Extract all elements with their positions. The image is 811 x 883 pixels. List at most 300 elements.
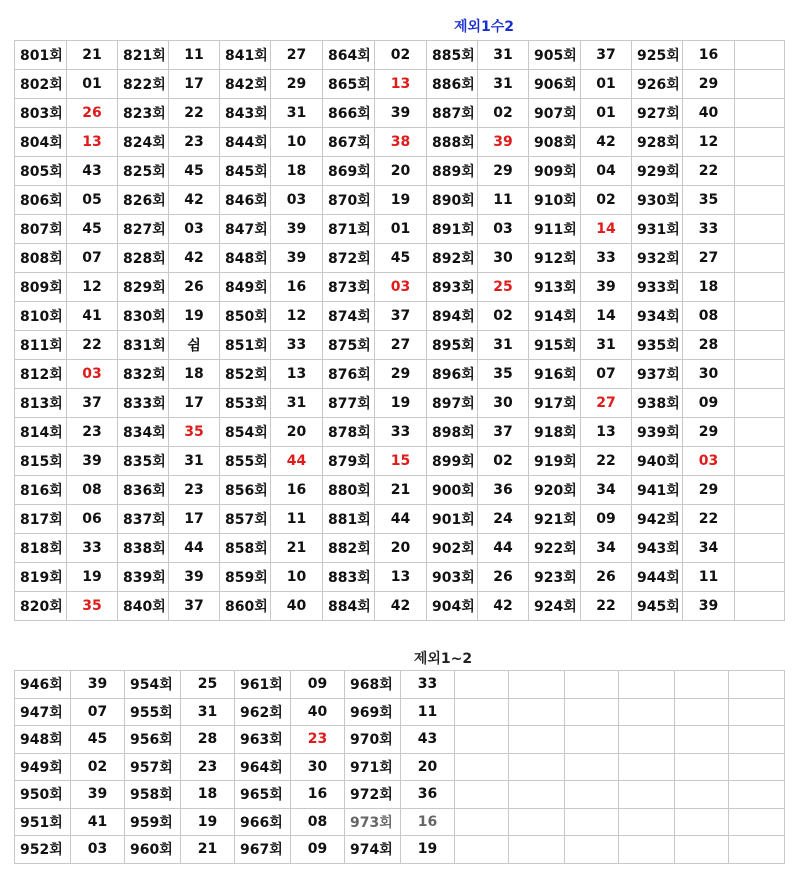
number-cell: 14 — [581, 302, 632, 331]
number-cell: 06 — [67, 505, 118, 534]
number-cell: 23 — [181, 753, 235, 781]
number-cell: 15 — [375, 447, 427, 476]
round-cell: 840회 — [118, 592, 169, 621]
round-cell: 928회 — [632, 128, 683, 157]
number-cell: 25 — [181, 671, 235, 699]
number-cell: 29 — [683, 70, 735, 99]
round-cell: 917회 — [529, 389, 581, 418]
round-cell: 844회 — [220, 128, 271, 157]
round-cell: 933회 — [632, 273, 683, 302]
number-cell: 19 — [67, 563, 118, 592]
number-cell: 21 — [67, 41, 118, 70]
number-cell: 31 — [271, 99, 323, 128]
number-cell: 29 — [683, 476, 735, 505]
number-cell: 39 — [375, 99, 427, 128]
number-cell: 11 — [271, 505, 323, 534]
table-row — [15, 671, 785, 699]
round-cell: 914회 — [529, 302, 581, 331]
round-cell: 858회 — [220, 534, 271, 563]
number-cell: 44 — [169, 534, 220, 563]
number-cell: 29 — [271, 70, 323, 99]
empty-cell — [675, 726, 729, 754]
round-cell: 890회 — [427, 186, 478, 215]
round-cell: 899회 — [427, 447, 478, 476]
round-cell: 971회 — [345, 753, 401, 781]
empty-cell — [509, 808, 565, 836]
round-cell: 910회 — [529, 186, 581, 215]
round-cell: 821회 — [118, 41, 169, 70]
number-cell: 43 — [67, 157, 118, 186]
empty-cell — [735, 505, 785, 534]
round-cell: 837회 — [118, 505, 169, 534]
round-cell: 896회 — [427, 360, 478, 389]
number-cell: 24 — [478, 505, 529, 534]
round-cell: 901회 — [427, 505, 478, 534]
empty-cell — [455, 671, 509, 699]
round-cell: 951회 — [15, 808, 71, 836]
number-cell: 12 — [67, 273, 118, 302]
table-row — [15, 592, 785, 621]
number-cell: 39 — [71, 671, 125, 699]
round-cell: 895회 — [427, 331, 478, 360]
table-row — [15, 215, 785, 244]
empty-cell — [509, 726, 565, 754]
table-row — [15, 70, 785, 99]
round-cell: 820회 — [15, 592, 67, 621]
round-cell: 922회 — [529, 534, 581, 563]
round-cell: 859회 — [220, 563, 271, 592]
round-cell: 826회 — [118, 186, 169, 215]
round-cell: 876회 — [323, 360, 375, 389]
number-cell: 30 — [478, 389, 529, 418]
empty-cell — [735, 476, 785, 505]
number-cell: 23 — [169, 476, 220, 505]
round-cell: 806회 — [15, 186, 67, 215]
number-cell: 03 — [67, 360, 118, 389]
number-cell: 20 — [271, 418, 323, 447]
round-cell: 941회 — [632, 476, 683, 505]
number-cell: 02 — [478, 302, 529, 331]
round-cell: 918회 — [529, 418, 581, 447]
round-cell: 873회 — [323, 273, 375, 302]
round-cell: 864회 — [323, 41, 375, 70]
round-cell: 838회 — [118, 534, 169, 563]
round-cell: 832회 — [118, 360, 169, 389]
number-cell: 33 — [375, 418, 427, 447]
empty-cell — [735, 41, 785, 70]
round-cell: 940회 — [632, 447, 683, 476]
round-cell: 843회 — [220, 99, 271, 128]
round-cell: 946회 — [15, 671, 71, 699]
table-row — [15, 808, 785, 836]
number-cell: 09 — [291, 671, 345, 699]
round-cell: 819회 — [15, 563, 67, 592]
round-cell: 904회 — [427, 592, 478, 621]
number-cell: 23 — [67, 418, 118, 447]
round-cell: 879회 — [323, 447, 375, 476]
empty-cell — [675, 671, 729, 699]
number-cell: 23 — [169, 128, 220, 157]
table-row — [15, 505, 785, 534]
empty-cell — [675, 753, 729, 781]
empty-cell — [619, 836, 675, 864]
round-cell: 807회 — [15, 215, 67, 244]
empty-cell — [735, 331, 785, 360]
round-cell: 931회 — [632, 215, 683, 244]
number-cell: 22 — [169, 99, 220, 128]
number-cell: 14 — [581, 215, 632, 244]
empty-cell — [675, 781, 729, 809]
round-cell: 959회 — [125, 808, 181, 836]
table-row — [15, 360, 785, 389]
round-cell: 906회 — [529, 70, 581, 99]
number-cell: 17 — [169, 389, 220, 418]
empty-cell — [455, 836, 509, 864]
number-cell: 19 — [375, 186, 427, 215]
round-cell: 812회 — [15, 360, 67, 389]
empty-cell — [729, 781, 785, 809]
round-cell: 824회 — [118, 128, 169, 157]
round-cell: 944회 — [632, 563, 683, 592]
empty-cell — [735, 157, 785, 186]
number-cell: 22 — [581, 447, 632, 476]
round-cell: 836회 — [118, 476, 169, 505]
empty-cell — [735, 592, 785, 621]
round-cell: 902회 — [427, 534, 478, 563]
round-cell: 808회 — [15, 244, 67, 273]
number-cell: 19 — [401, 836, 455, 864]
number-cell: 25 — [478, 273, 529, 302]
round-cell: 942회 — [632, 505, 683, 534]
number-cell: 13 — [67, 128, 118, 157]
empty-cell — [565, 753, 619, 781]
round-cell: 893회 — [427, 273, 478, 302]
table-row — [15, 534, 785, 563]
round-cell: 803회 — [15, 99, 67, 128]
round-cell: 810회 — [15, 302, 67, 331]
round-cell: 833회 — [118, 389, 169, 418]
empty-cell — [565, 726, 619, 754]
round-cell: 877회 — [323, 389, 375, 418]
number-cell: 45 — [71, 726, 125, 754]
number-cell: 42 — [375, 592, 427, 621]
round-cell: 965회 — [235, 781, 291, 809]
empty-cell — [735, 418, 785, 447]
number-cell: 45 — [169, 157, 220, 186]
round-cell: 892회 — [427, 244, 478, 273]
round-cell: 898회 — [427, 418, 478, 447]
round-cell: 952회 — [15, 836, 71, 864]
number-cell: 02 — [71, 753, 125, 781]
empty-cell — [729, 836, 785, 864]
round-cell: 969회 — [345, 698, 401, 726]
number-cell: 18 — [683, 273, 735, 302]
number-cell: 22 — [683, 505, 735, 534]
round-cell: 872회 — [323, 244, 375, 273]
table-row — [15, 836, 785, 864]
round-cell: 851회 — [220, 331, 271, 360]
number-cell: 28 — [181, 726, 235, 754]
number-cell: 18 — [271, 157, 323, 186]
round-cell: 854회 — [220, 418, 271, 447]
number-cell: 31 — [181, 698, 235, 726]
number-cell: 19 — [375, 389, 427, 418]
number-cell: 09 — [291, 836, 345, 864]
number-cell: 26 — [169, 273, 220, 302]
empty-cell — [565, 671, 619, 699]
round-cell: 822회 — [118, 70, 169, 99]
number-cell: 05 — [67, 186, 118, 215]
empty-cell — [675, 698, 729, 726]
number-cell: 11 — [478, 186, 529, 215]
table-row — [15, 418, 785, 447]
round-cell: 894회 — [427, 302, 478, 331]
empty-cell — [729, 808, 785, 836]
table-row — [15, 563, 785, 592]
round-cell: 891회 — [427, 215, 478, 244]
empty-cell — [619, 698, 675, 726]
number-cell: 27 — [375, 331, 427, 360]
number-cell: 20 — [375, 534, 427, 563]
number-cell: 20 — [401, 753, 455, 781]
number-cell: 02 — [375, 41, 427, 70]
number-cell: 40 — [291, 698, 345, 726]
table-row — [15, 302, 785, 331]
number-cell: 31 — [169, 447, 220, 476]
round-cell: 816회 — [15, 476, 67, 505]
number-cell: 02 — [478, 447, 529, 476]
number-cell: 33 — [581, 244, 632, 273]
round-cell: 943회 — [632, 534, 683, 563]
table-row — [15, 476, 785, 505]
empty-cell — [455, 781, 509, 809]
number-cell: 33 — [271, 331, 323, 360]
round-cell: 823회 — [118, 99, 169, 128]
round-cell: 828회 — [118, 244, 169, 273]
round-cell: 921회 — [529, 505, 581, 534]
number-cell: 17 — [169, 70, 220, 99]
round-cell: 954회 — [125, 671, 181, 699]
number-cell: 35 — [67, 592, 118, 621]
round-cell: 842회 — [220, 70, 271, 99]
number-cell: 26 — [581, 563, 632, 592]
number-cell: 13 — [271, 360, 323, 389]
round-cell: 885회 — [427, 41, 478, 70]
round-cell: 860회 — [220, 592, 271, 621]
table1-title: 제외1수2 — [453, 19, 515, 35]
round-cell: 945회 — [632, 592, 683, 621]
round-cell: 972회 — [345, 781, 401, 809]
number-cell: 08 — [67, 476, 118, 505]
round-cell: 845회 — [220, 157, 271, 186]
empty-cell — [729, 726, 785, 754]
round-cell: 813회 — [15, 389, 67, 418]
number-cell: 01 — [581, 99, 632, 128]
round-cell: 855회 — [220, 447, 271, 476]
number-cell: 01 — [581, 70, 632, 99]
number-cell: 22 — [67, 331, 118, 360]
round-cell: 883회 — [323, 563, 375, 592]
number-cell: 39 — [271, 215, 323, 244]
number-cell: 08 — [683, 302, 735, 331]
number-cell: 42 — [478, 592, 529, 621]
empty-cell — [509, 781, 565, 809]
number-cell: 27 — [581, 389, 632, 418]
number-cell: 19 — [169, 302, 220, 331]
number-cell: 11 — [169, 41, 220, 70]
draw-results-table-2 — [14, 670, 785, 864]
empty-cell — [619, 753, 675, 781]
round-cell: 884회 — [323, 592, 375, 621]
round-cell: 908회 — [529, 128, 581, 157]
empty-cell — [735, 273, 785, 302]
number-cell: 34 — [581, 476, 632, 505]
number-cell: 39 — [169, 563, 220, 592]
round-cell: 964회 — [235, 753, 291, 781]
number-cell: 07 — [581, 360, 632, 389]
table-row — [15, 781, 785, 809]
number-cell: 42 — [581, 128, 632, 157]
round-cell: 949회 — [15, 753, 71, 781]
round-cell: 835회 — [118, 447, 169, 476]
round-cell: 967회 — [235, 836, 291, 864]
table-row — [15, 186, 785, 215]
round-cell: 938회 — [632, 389, 683, 418]
number-cell: 26 — [478, 563, 529, 592]
round-cell: 846회 — [220, 186, 271, 215]
empty-cell — [735, 128, 785, 157]
empty-cell — [735, 447, 785, 476]
round-cell: 926회 — [632, 70, 683, 99]
empty-cell — [729, 753, 785, 781]
number-cell: 09 — [581, 505, 632, 534]
empty-cell — [509, 698, 565, 726]
empty-cell — [735, 99, 785, 128]
number-cell: 30 — [683, 360, 735, 389]
number-cell: 42 — [169, 186, 220, 215]
round-cell: 847회 — [220, 215, 271, 244]
number-cell: 31 — [478, 41, 529, 70]
number-cell: 33 — [401, 671, 455, 699]
number-cell: 02 — [581, 186, 632, 215]
round-cell: 955회 — [125, 698, 181, 726]
round-cell: 882회 — [323, 534, 375, 563]
round-cell: 888회 — [427, 128, 478, 157]
number-cell: 03 — [478, 215, 529, 244]
number-cell: 21 — [271, 534, 323, 563]
round-cell: 937회 — [632, 360, 683, 389]
number-cell: 30 — [478, 244, 529, 273]
round-cell: 875회 — [323, 331, 375, 360]
number-cell: 34 — [581, 534, 632, 563]
round-cell: 827회 — [118, 215, 169, 244]
number-cell: 29 — [375, 360, 427, 389]
number-cell: 29 — [683, 418, 735, 447]
number-cell: 41 — [71, 808, 125, 836]
round-cell: 856회 — [220, 476, 271, 505]
number-cell: 09 — [683, 389, 735, 418]
number-cell: 35 — [169, 418, 220, 447]
round-cell: 869회 — [323, 157, 375, 186]
number-cell: 13 — [581, 418, 632, 447]
round-cell: 966회 — [235, 808, 291, 836]
empty-cell — [675, 808, 729, 836]
round-cell: 853회 — [220, 389, 271, 418]
number-cell: 02 — [478, 99, 529, 128]
number-cell: 37 — [169, 592, 220, 621]
table2-title: 제외1~2 — [413, 651, 473, 667]
empty-cell — [455, 698, 509, 726]
round-cell: 874회 — [323, 302, 375, 331]
number-cell: 20 — [375, 157, 427, 186]
number-cell: 29 — [478, 157, 529, 186]
number-cell: 16 — [291, 781, 345, 809]
round-cell: 818회 — [15, 534, 67, 563]
round-cell: 857회 — [220, 505, 271, 534]
round-cell: 841회 — [220, 41, 271, 70]
round-cell: 811회 — [15, 331, 67, 360]
number-cell: 22 — [581, 592, 632, 621]
round-cell: 802회 — [15, 70, 67, 99]
number-cell: 26 — [67, 99, 118, 128]
round-cell: 974회 — [345, 836, 401, 864]
number-cell: 11 — [401, 698, 455, 726]
empty-cell — [735, 70, 785, 99]
round-cell: 948회 — [15, 726, 71, 754]
number-cell: 37 — [375, 302, 427, 331]
number-cell: 36 — [478, 476, 529, 505]
number-cell: 16 — [271, 273, 323, 302]
round-cell: 814회 — [15, 418, 67, 447]
number-cell: 쉼 — [169, 331, 220, 360]
number-cell: 30 — [291, 753, 345, 781]
table-row — [15, 389, 785, 418]
number-cell: 03 — [375, 273, 427, 302]
empty-cell — [565, 836, 619, 864]
number-cell: 33 — [683, 215, 735, 244]
round-cell: 960회 — [125, 836, 181, 864]
round-cell: 932회 — [632, 244, 683, 273]
round-cell: 881회 — [323, 505, 375, 534]
round-cell: 801회 — [15, 41, 67, 70]
round-cell: 887회 — [427, 99, 478, 128]
round-cell: 916회 — [529, 360, 581, 389]
empty-cell — [565, 698, 619, 726]
table-row — [15, 698, 785, 726]
empty-cell — [619, 781, 675, 809]
round-cell: 968회 — [345, 671, 401, 699]
round-cell: 866회 — [323, 99, 375, 128]
number-cell: 01 — [67, 70, 118, 99]
number-cell: 28 — [683, 331, 735, 360]
number-cell: 03 — [683, 447, 735, 476]
empty-cell — [509, 671, 565, 699]
number-cell: 39 — [581, 273, 632, 302]
empty-cell — [735, 186, 785, 215]
round-cell: 915회 — [529, 331, 581, 360]
number-cell: 45 — [67, 215, 118, 244]
empty-cell — [565, 781, 619, 809]
number-cell: 16 — [683, 41, 735, 70]
number-cell: 40 — [683, 99, 735, 128]
round-cell: 867회 — [323, 128, 375, 157]
round-cell: 939회 — [632, 418, 683, 447]
empty-cell — [729, 671, 785, 699]
number-cell: 22 — [683, 157, 735, 186]
round-cell: 878회 — [323, 418, 375, 447]
round-cell: 957회 — [125, 753, 181, 781]
number-cell: 10 — [271, 128, 323, 157]
